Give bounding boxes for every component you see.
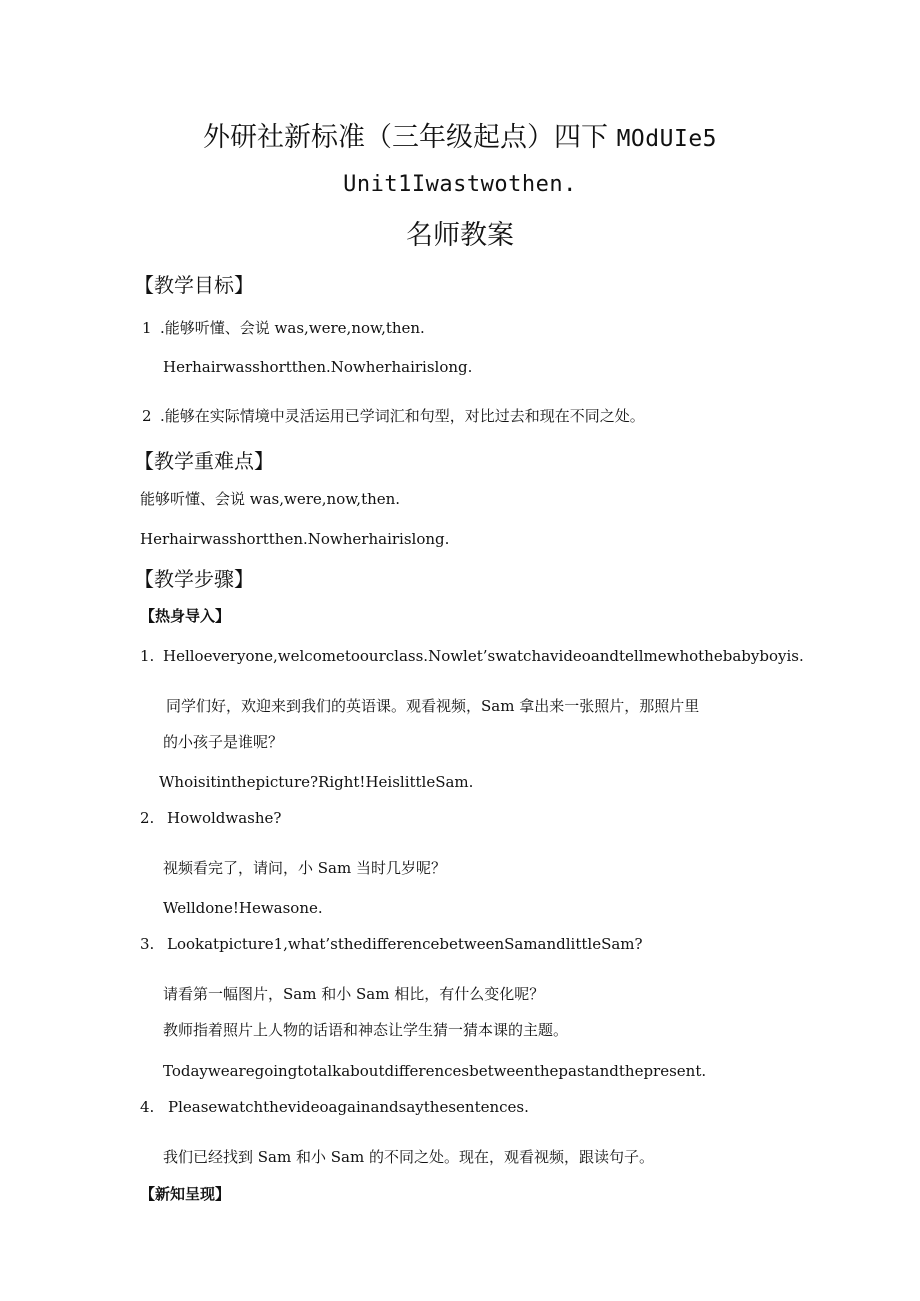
- keypoints-heading: 【教学重难点】: [134, 449, 274, 473]
- step-4-number: 4.: [140, 1098, 155, 1116]
- step-1-answer: Whoisitinthepicture?Right!HeislittleSam.: [159, 773, 474, 791]
- document-subtitle: 名师教案: [406, 220, 514, 251]
- step-2-text: Howoldwashe?: [167, 809, 282, 827]
- keypoints-line-1: 能够听懂、会说 was,were,now,then.: [140, 490, 401, 508]
- document-title: [0, 120, 920, 157]
- objective-2-text: .能够在实际情境中灵活运用已学词汇和句型，对比过去和现在不同之处。: [160, 407, 645, 425]
- objectives-heading: 【教学目标】: [134, 273, 254, 297]
- unit-title: Unit1Iwastwothen.: [343, 172, 577, 197]
- step-2-chinese: 视频看完了，请问，小 Sam 当时几岁呢？: [163, 859, 446, 877]
- step-3-text: Lookatpicture1,what’sthedifferencebetweenSamandlittleSam?: [167, 935, 643, 953]
- step-1-chinese-line-1: 同学们好，欢迎来到我们的英语课。观看视频，Sam 拿出来一张照片，那照片里: [166, 697, 700, 715]
- keypoints-line-2: Herhairwasshortthen.Nowherhairislong.: [140, 530, 450, 548]
- step-1-chinese-line-2: 的小孩子是谁呢？: [163, 733, 284, 751]
- step-3-answer: Todaywearegoingtotalkaboutdifferencesbetweenthepastandthepresent.: [163, 1062, 707, 1080]
- step-3-chinese-2: 教师指着照片上人物的话语和神态让学生猜一猜本课的主题。: [163, 1021, 569, 1039]
- step-4-text: Pleasewatchthevideoagainandsaythesentences.: [168, 1098, 529, 1116]
- step-2-answer: Welldone!Hewasone.: [163, 899, 323, 917]
- step-1-number: 1.: [140, 647, 155, 665]
- new-knowledge-heading: 【新知呈现】: [140, 1185, 231, 1203]
- objective-2-number: 2: [142, 407, 152, 425]
- step-4-chinese: 我们已经找到 Sam 和小 Sam 的不同之处。现在，观看视频，跟读句子。: [163, 1148, 654, 1166]
- step-3-number: 3.: [140, 935, 155, 953]
- step-1-text: Helloeveryone,welcometoourclass.Nowlet’swatchavideoandtellmewhothebabyboyis.: [163, 647, 804, 665]
- objective-1-number: 1: [142, 319, 152, 337]
- step-3-chinese-1: 请看第一幅图片，Sam 和小 Sam 相比，有什么变化呢？: [163, 985, 545, 1003]
- steps-heading: 【教学步骤】: [134, 567, 254, 591]
- warmup-heading: 【热身导入】: [140, 607, 231, 625]
- title-chinese: 外研社新标准（三年级起点）四下: [202, 122, 608, 153]
- step-2-number: 2.: [140, 809, 155, 827]
- title-module: MOdUIe5: [616, 126, 718, 152]
- objective-1-sentence: Herhairwasshortthen.Nowherhairislong.: [163, 358, 473, 376]
- objective-1-text: .能够听懂、会说 was,were,now,then.: [160, 319, 425, 337]
